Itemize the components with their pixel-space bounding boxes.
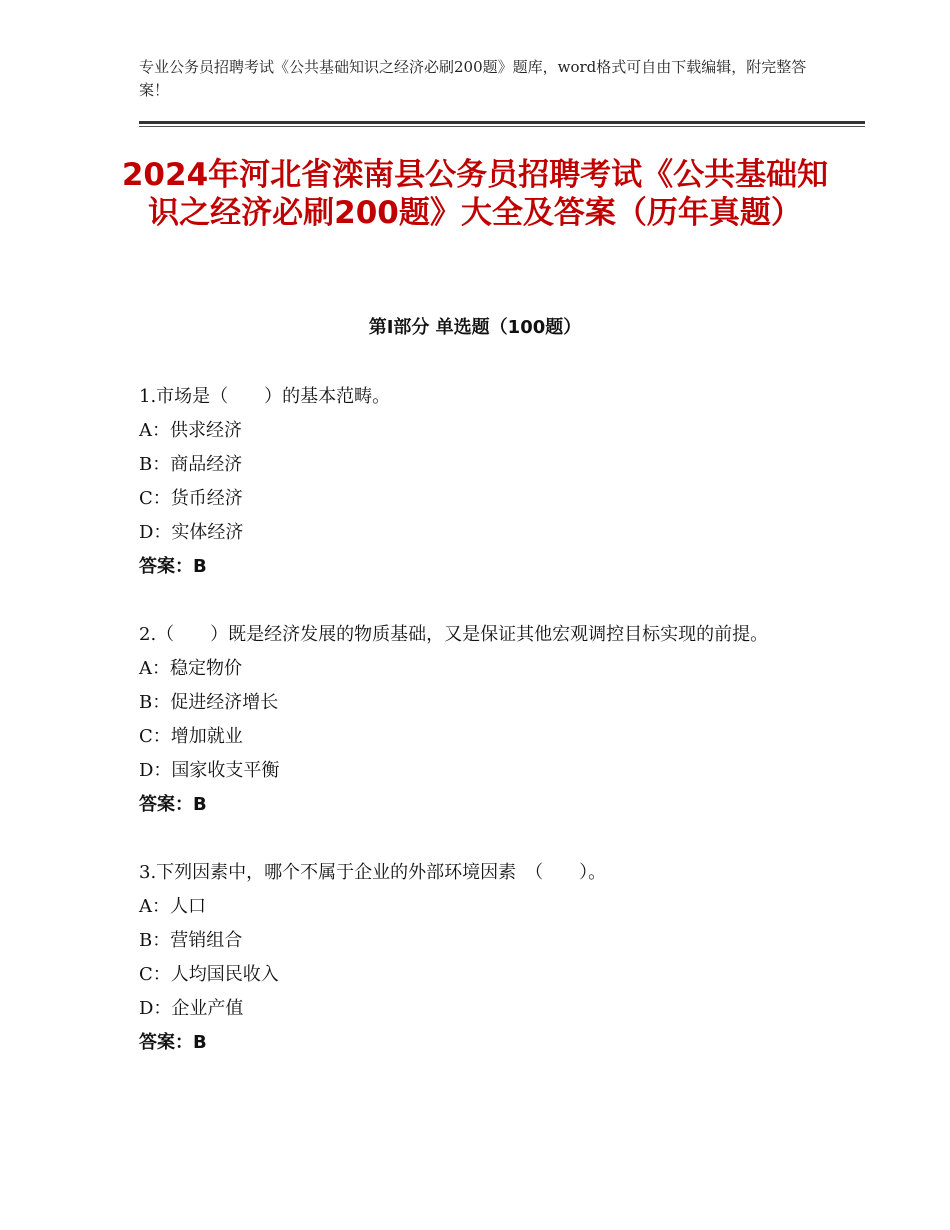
document-title: 2024年河北省滦南县公务员招聘考试《公共基础知识之经济必刷200题》大全及答案（历年真题） bbox=[121, 157, 829, 231]
header-note: 专业公务员招聘考试《公共基础知识之经济必刷200题》题库，word格式可自由下载编辑，附完整答案！ bbox=[139, 58, 807, 99]
option-d: D：国家收支平衡 bbox=[139, 760, 280, 781]
option-a: A：人口 bbox=[139, 896, 206, 917]
option-d: D：实体经济 bbox=[139, 522, 244, 543]
answer: 答案：B bbox=[139, 794, 207, 815]
option-b: B：促进经济增长 bbox=[139, 692, 279, 713]
section-heading: 第I部分 单选题（100题） bbox=[368, 317, 582, 338]
option-a: A：稳定物价 bbox=[139, 658, 242, 679]
option-b: B：商品经济 bbox=[139, 454, 243, 475]
question-stem: 1.市场是（ ）的基本范畴。 bbox=[139, 386, 391, 407]
option-a: A：供求经济 bbox=[139, 420, 242, 441]
option-b: B：营销组合 bbox=[139, 930, 243, 951]
question-1 bbox=[139, 380, 811, 584]
question-stem: 3.下列因素中，哪个不属于企业的外部环境因素 （ ）。 bbox=[139, 862, 607, 883]
answer: 答案：B bbox=[139, 556, 207, 577]
answer: 答案：B bbox=[139, 1032, 207, 1053]
question-stem: 2.（ ）既是经济发展的物质基础，又是保证其他宏观调控目标实现的前提。 bbox=[139, 624, 769, 645]
header-rule-thin bbox=[139, 126, 865, 127]
option-c: C：人均国民收入 bbox=[139, 964, 279, 985]
option-c: C：增加就业 bbox=[139, 726, 243, 747]
header-rule-thick bbox=[139, 121, 865, 124]
question-2 bbox=[139, 618, 811, 822]
question-3 bbox=[139, 856, 811, 1060]
option-c: C：货币经济 bbox=[139, 488, 243, 509]
option-d: D：企业产值 bbox=[139, 998, 244, 1019]
question-list bbox=[139, 380, 811, 1094]
